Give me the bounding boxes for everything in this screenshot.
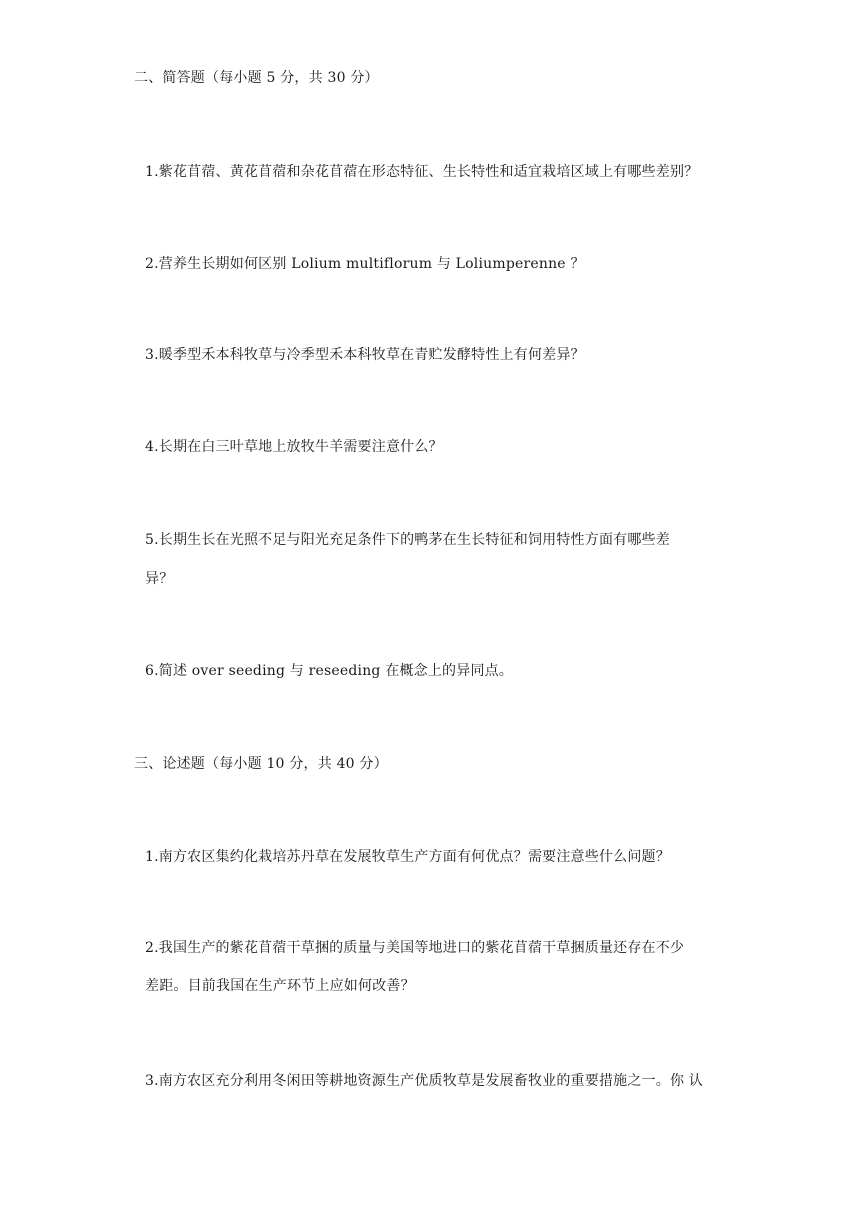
question-3-2-continuation: 差距。目前我国在生产环节上应如何改善？ (145, 978, 415, 994)
section-heading-essay: 三、论述题（每小题 10 分，共 40 分） (134, 756, 388, 772)
question-2-6: 6.简述 over seeding 与 reseeding 在概念上的异同点。 (145, 663, 514, 679)
question-3-2: 2.我国生产的紫花苜蓿干草捆的质量与美国等地进口的紫花苜蓿干草捆质量还存在不少 (145, 940, 685, 956)
question-2-5-continuation: 异？ (145, 571, 174, 587)
question-3-1: 1.南方农区集约化栽培苏丹草在发展牧草生产方面有何优点？需要注意些什么问题？ (145, 849, 670, 865)
question-3-3: 3.南方农区充分利用冬闲田等耕地资源生产优质牧草是发展畜牧业的重要措施之一。你 认 (145, 1073, 704, 1089)
question-2-4: 4.长期在白三叶草地上放牧牛羊需要注意什么？ (145, 439, 443, 455)
question-2-2: 2.营养生长期如何区别 Lolium multiflorum 与 Loliumperenne ？ (145, 256, 585, 272)
question-2-3: 3.暖季型禾本科牧草与冷季型禾本科牧草在青贮发酵特性上有何差异？ (145, 347, 585, 363)
question-2-1: 1.紫花苜蓿、黄花苜蓿和杂花苜蓿在形态特征、生长特性和适宜栽培区域上有哪些差别？ (145, 164, 699, 180)
question-2-5: 5.长期生长在光照不足与阳光充足条件下的鸭茅在生长特征和饲用特性方面有哪些差 (145, 532, 670, 548)
section-heading-short-answer: 二、简答题（每小题 5 分，共 30 分） (134, 70, 379, 86)
